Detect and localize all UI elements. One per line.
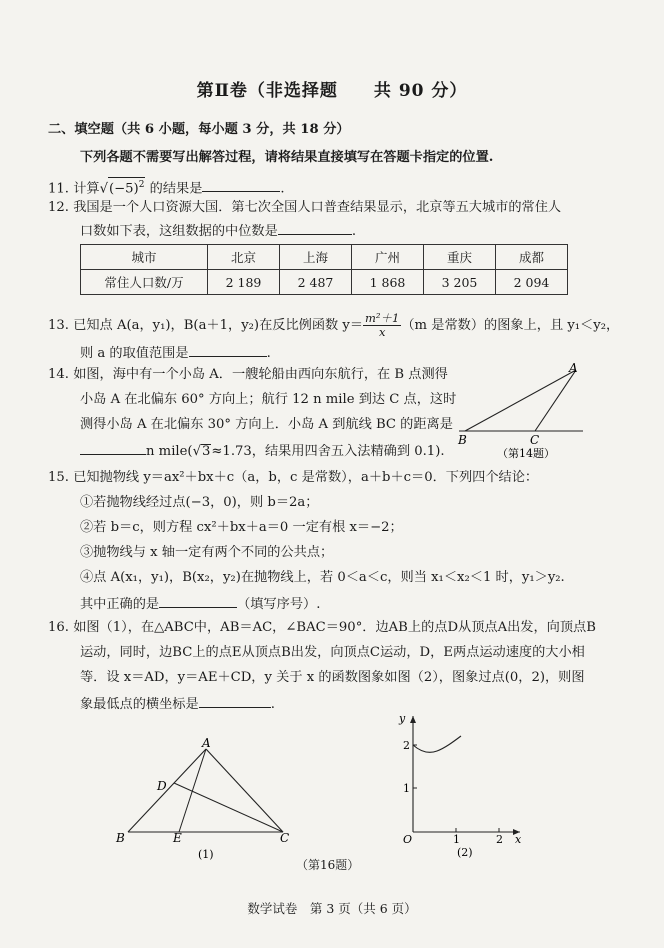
- point-e-label: E: [173, 831, 182, 845]
- ae-segment: [179, 749, 206, 832]
- ab-segment: [465, 370, 576, 431]
- table-cell: 3 205: [424, 270, 496, 295]
- q12-line2: 口数如下表，这组数据的中位数是 .: [80, 221, 356, 241]
- q13-line2: 则 a 的取值范围是 .: [80, 343, 271, 363]
- point-a-label: A: [202, 736, 211, 750]
- table-row: [81, 270, 568, 295]
- q14-number: 14.: [48, 367, 69, 382]
- cd-segment: [174, 783, 283, 832]
- section-instruction: 下列各题不需要写出解答过程，请将结果直接填写在答题卡指定的位置.: [80, 150, 494, 165]
- y-tick-label-1: 1: [403, 782, 410, 795]
- q16-line3: 等．设 x＝AD，y＝AE＋CD，y 关于 x 的函数图象如图（2），图象过点(0，2)，则图: [80, 670, 585, 685]
- q16-line4: 象最低点的横坐标是 .: [80, 694, 275, 714]
- table-header-row: [81, 245, 568, 270]
- q14-line4: n mile(√3≈1.73，结果用四舍五入法精确到 0.1).: [80, 441, 445, 461]
- q16-figure-2: [395, 708, 535, 858]
- x-tick-label-1: 1: [453, 833, 460, 846]
- q14-line2: 小岛 A 在北偏东 60° 方向上；航行 12 n mile 到达 C 点，这时: [80, 392, 457, 407]
- q15-statement-2: ②若 b＝c，则方程 cx²＋bx＋a＝0 一定有根 x＝−2；: [80, 520, 403, 535]
- q13-fraction: $\frac{\text{m²＋1}}{x}$: [365, 311, 400, 339]
- q11-pre: 计算: [73, 181, 100, 197]
- table-cell: 1 868: [352, 270, 424, 295]
- q15-line1: 15. 已知抛物线 y＝ax²＋bx＋c（a，b，c 是常数），a＋b＋c＝0．下列四个结论：: [48, 470, 539, 485]
- ab-side: [128, 749, 206, 832]
- q11-post: 的结果是: [149, 181, 203, 197]
- fig1-caption: (1): [198, 848, 214, 861]
- q11-answer-blank: [202, 178, 280, 192]
- q11: 11. 计算$√(-5)^2$ 的结果是 .: [48, 177, 285, 198]
- q11-number: 11.: [48, 181, 69, 197]
- table-cell: 2 189: [208, 270, 280, 295]
- point-b-label: B: [116, 831, 125, 845]
- q14-answer-blank: [80, 441, 146, 455]
- table-cell: 2 094: [496, 270, 568, 295]
- q14-line3: 测得小岛 A 在北偏东 30° 方向上．小岛 A 到航线 BC 的距离是: [80, 417, 453, 432]
- q15-number: 15.: [48, 470, 69, 485]
- point-d-label: D: [157, 779, 167, 793]
- point-c-label: C: [530, 433, 540, 447]
- table-header-cell: 重庆: [424, 245, 496, 270]
- table-cell: 2 487: [280, 270, 352, 295]
- q12-line1: 12. 我国是一个人口资源大国．第七次全国人口普查结果显示，北京等五大城市的常住人: [48, 200, 562, 215]
- ac-side: [206, 749, 283, 832]
- q16-figure-1: [108, 734, 303, 864]
- q14-figure: [455, 360, 595, 465]
- part-title: 第Ⅱ卷（非选择题 共 90 分）: [196, 81, 468, 101]
- table-header-cell: 上海: [280, 245, 352, 270]
- ac-segment: [535, 370, 576, 431]
- q11-sqrt: $(-5)^2$: [108, 177, 145, 196]
- point-c-label: C: [280, 831, 290, 845]
- point-a-label: A: [569, 361, 578, 375]
- q16-answer-blank: [199, 694, 271, 708]
- q12-number: 12.: [48, 200, 69, 215]
- q15-statement-3: ③抛物线与 x 轴一定有两个不同的公共点；: [80, 545, 334, 560]
- page-footer: 数学试卷 第 3 页（共 6 页）: [247, 901, 417, 916]
- q16-line1: 16. 如图（1），在△ABC中，AB＝AC，∠BAC＝90°．边AB上的点D从顶点A出发，向顶点B: [48, 620, 596, 635]
- y-axis-label: y: [399, 712, 406, 725]
- q15-answer-line: 其中正确的是 （填写序号）.: [80, 594, 320, 614]
- q12-answer-blank: [278, 221, 352, 235]
- q16-line2: 运动，同时，边BC上的点E从顶点B出发，向顶点C运动，D，E两点运动速度的大小相: [80, 645, 585, 660]
- q14-line1: 14. 如图，海中有一个小岛 A．一艘轮船由西向东航行，在 B 点测得: [48, 367, 448, 382]
- point-b-label: B: [458, 433, 467, 447]
- q13-answer-blank: [189, 343, 267, 357]
- y-tick-label-2: 2: [403, 739, 410, 752]
- q15-statement-4: ④点 A(x₁，y₁)，B(x₂，y₂)在抛物线上，若 0＜a＜c，则当 x₁＜x₂＜1 时，y₁＞y₂.: [80, 570, 565, 585]
- q16-caption: （第16题）: [296, 858, 360, 872]
- q16-number: 16.: [48, 620, 69, 635]
- table-header-cell: 成都: [496, 245, 568, 270]
- q13-number: 13.: [48, 318, 69, 333]
- q15-answer-blank: [159, 594, 237, 608]
- q15-statement-1: ①若抛物线经过点(−3，0)，则 b＝2a；: [80, 495, 319, 510]
- y-axis-arrow-icon: [410, 716, 416, 723]
- table-header-cell: 城市: [81, 245, 208, 270]
- section-heading: 二、填空题（共 6 小题，每小题 3 分，共 18 分）: [48, 122, 350, 137]
- x-axis-label: x: [515, 833, 522, 846]
- table-cell: 常住人口数/万: [81, 270, 208, 295]
- fig2-caption: (2): [457, 846, 473, 858]
- function-curve: [413, 736, 461, 752]
- population-table: [80, 244, 568, 295]
- x-tick-label-2: 2: [496, 833, 503, 846]
- table-header-cell: 北京: [208, 245, 280, 270]
- q14-caption: （第14题）: [497, 447, 555, 460]
- origin-label: O: [403, 833, 413, 846]
- q13-line1: 13. 已知点 A(a，y₁)，B(a＋1，y₂)在反比例函数 y＝ $\frac{\text{m²＋1}}{x}$ （m 是常数）的图象上，且 y₁＜y₂，: [48, 311, 620, 339]
- table-header-cell: 广州: [352, 245, 424, 270]
